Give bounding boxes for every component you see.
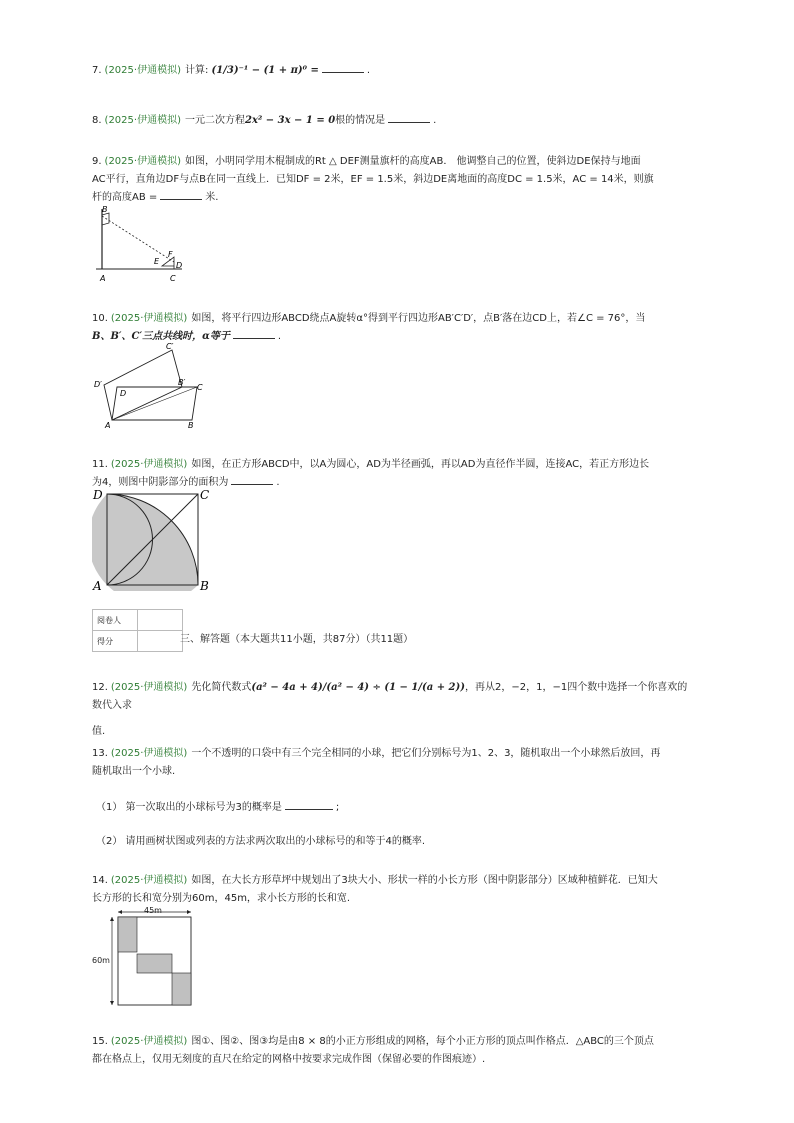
question-12: 12. (2025·伊通模拟) 先化简代数式(a² − 4a + 4)/(a² − 4) ÷ (1 − 1/(a + 2))，再从2，−2，1，−1四个数中选择一个你喜欢的数代入求 值. <box>92 682 688 737</box>
answer-blank[interactable] <box>231 474 273 485</box>
question-13: 13. (2025·伊通模拟) 一个不透明的口袋中有三个完全相同的小球，把它们分别标号为1、2、3，随机取出一个小球然后放回，再 随机取出一个小球. <box>92 748 661 777</box>
svg-text:D: D <box>93 488 103 502</box>
question-15: 15. (2025·伊通模拟) 图①、图②、图③均是由8 × 8的小正方形组成的网格，每个小正方形的顶点叫作格点．△ABC的三个顶点 都在格点上，仅用无刻度的直尺在给定的网格中按要求完成作图（保留必要的作图痕迹）. <box>92 1036 654 1065</box>
svg-text:C: C <box>200 488 210 502</box>
answer-blank[interactable] <box>160 189 202 200</box>
question-8: 8. (2025·伊通模拟) 一元二次方程2x² − 3x − 1 = 0根的情况是 . <box>92 112 692 130</box>
flagpole-figure <box>92 203 202 285</box>
answer-blank[interactable] <box>233 328 275 339</box>
parallelogram-figure <box>92 340 212 430</box>
answer-blank[interactable] <box>388 112 430 123</box>
expression: (1/3)⁻¹ − (1 + π)⁰ = <box>211 65 319 76</box>
square-figure <box>92 487 214 591</box>
svg-text:60m: 60m <box>92 956 110 965</box>
svg-text:D′: D′ <box>94 380 102 389</box>
svg-text:E: E <box>154 257 160 266</box>
svg-text:B: B <box>188 421 194 430</box>
svg-text:C: C <box>170 274 176 283</box>
svg-text:A: A <box>105 421 111 430</box>
svg-text:D: D <box>176 261 183 270</box>
svg-text:A: A <box>100 274 106 283</box>
svg-text:D: D <box>120 389 127 398</box>
svg-text:C: C <box>197 383 203 392</box>
question-14: 14. (2025·伊通模拟) 如图，在大长方形草坪中规划出了3块大小、形状一样的小长方形（图中阴影部分）区域种植鲜花．已知大 长方形的长和宽分别为60m，45m，求小长方形的长和宽. <box>92 875 658 904</box>
question-10: 10. (2025·伊通模拟) 如图，将平行四边形ABCD绕点A旋转α°得到平行四边形AB′C′D′，点B′落在边CD上，若∠C = 76°，当 B、B′、C′三点共线时，α等于 . <box>92 313 646 342</box>
question-7: 7. (2025·伊通模拟) 计算: (1/3)⁻¹ − (1 + π)⁰ = . <box>92 62 692 80</box>
question-11: 11. (2025·伊通模拟) 如图，在正方形ABCD中，以A为圆心，AD为半径画弧，再以AD为直径作半圆，连接AC，若正方形边长 为4，则图中阴影部分的面积为 . <box>92 459 650 488</box>
svg-text:F: F <box>168 250 173 259</box>
q13-part-2: （2） 请用画树状图或列表的方法求两次取出的小球标号的和等于4的概率. <box>96 836 426 847</box>
svg-text:B: B <box>200 579 209 591</box>
section-title: 三、解答题（本大题共11小题，共87分）（共11题） <box>180 634 414 645</box>
q13-part-1: （1） 第一次取出的小球标号为3的概率是 ; <box>96 798 339 813</box>
svg-text:B′: B′ <box>178 378 186 387</box>
svg-text:B: B <box>102 205 108 214</box>
svg-text:45m: 45m <box>144 906 162 915</box>
answer-blank[interactable] <box>285 799 333 810</box>
question-9: 9. (2025·伊通模拟) 如图，小明同学用木棍制成的Rt △ DEF测量旗杆的高度AB． 他调整自己的位置，使斜边DE保持与地面 AC平行，直角边DF与点B在同一直线上．已知DF = 2米，EF = 1.5米，斜边DE离地面的高度DC = 1.5米，AC = 14米，则旗 杆的高度AB = 米. <box>92 156 654 203</box>
svg-text:A: A <box>93 579 102 591</box>
score-table: 阅卷人 得分 <box>92 609 183 652</box>
flag-icon <box>102 213 109 225</box>
answer-blank[interactable] <box>322 62 364 73</box>
svg-text:C′: C′ <box>166 342 174 351</box>
lawn-figure <box>92 905 197 1010</box>
